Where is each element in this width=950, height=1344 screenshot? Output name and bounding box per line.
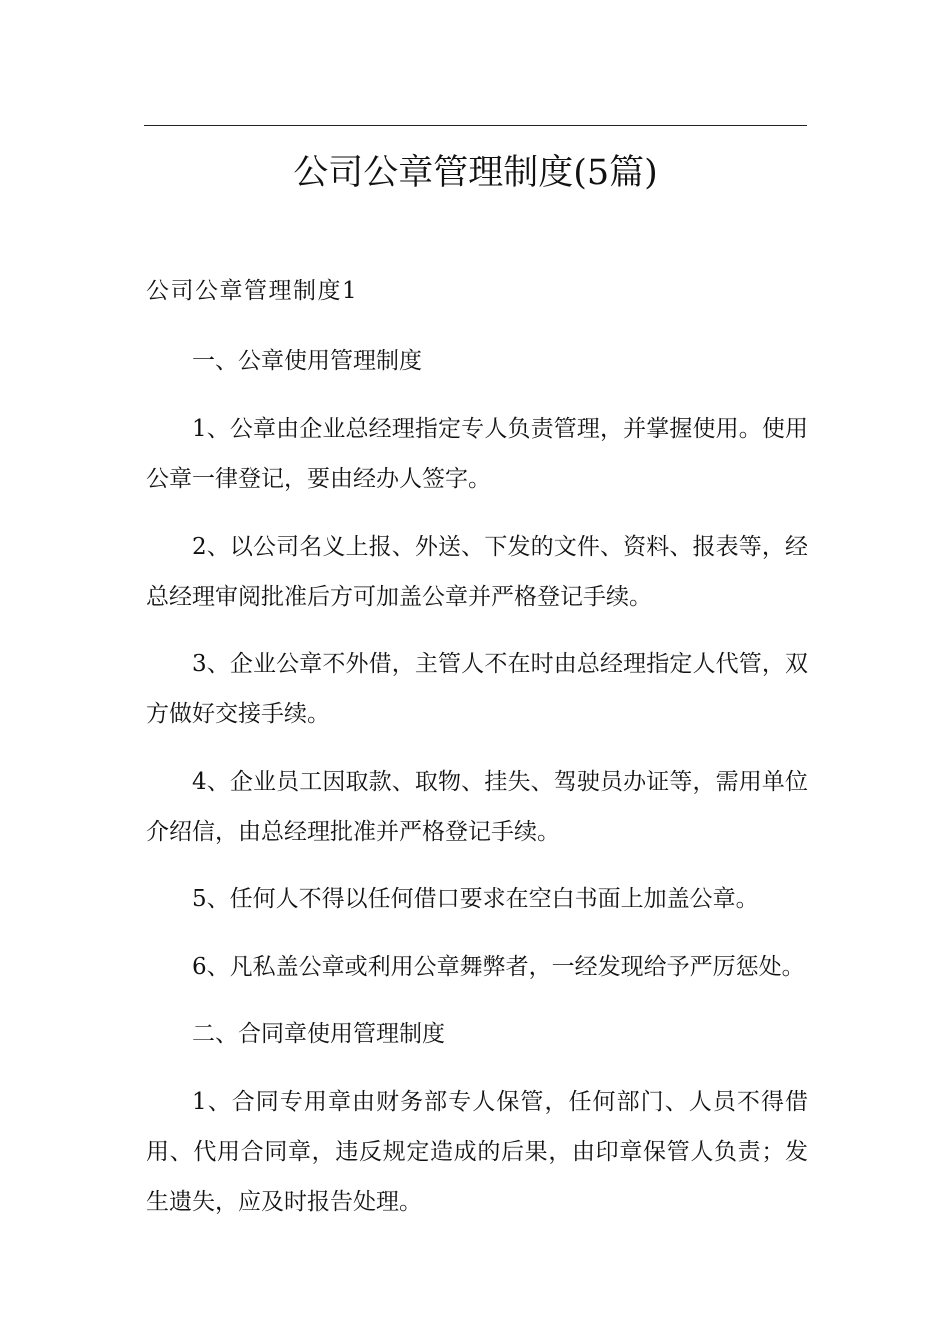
paragraph-1-4: 4、企业员工因取款、取物、挂失、驾驶员办证等，需用单位介绍信，由总经理批准并严格登记手续。 (146, 769, 808, 845)
paragraph-2-1: 1、合同专用章由财务部专人保管，任何部门、人员不得借用、代用合同章，违反规定造成的后果，由印章保管人负责；发生遗失，应及时报告处理。 (146, 1089, 808, 1215)
paragraph-1-3: 3、企业公章不外借，主管人不在时由总经理指定人代管，双方做好交接手续。 (146, 651, 808, 727)
header-rule (144, 125, 807, 126)
paragraph-1-5: 5、任何人不得以任何借口要求在空白书面上加盖公章。 (192, 886, 759, 912)
paragraph-1-1: 1、公章由企业总经理指定专人负责管理，并掌握使用。使用公章一律登记，要由经办人签字。 (146, 416, 808, 492)
section-heading: 公司公章管理制度1 (146, 278, 359, 304)
paragraph-1-2: 2、以公司名义上报、外送、下发的文件、资料、报表等，经总经理审阅批准后方可加盖公章并严格登记手续。 (146, 534, 808, 610)
part2-heading: 二、合同章使用管理制度 (192, 1021, 445, 1047)
document-title: 公司公章管理制度(5篇) (293, 153, 658, 193)
paragraph-1-6: 6、凡私盖公章或利用公章舞弊者，一经发现给予严厉惩处。 (192, 954, 805, 980)
part1-heading: 一、公章使用管理制度 (192, 348, 422, 374)
